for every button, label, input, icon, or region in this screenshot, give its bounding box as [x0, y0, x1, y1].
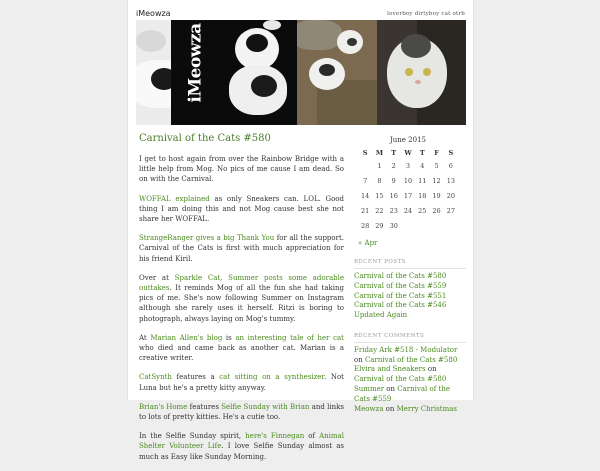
post-link[interactable]: cat sitting on a synthesizer [219, 373, 324, 382]
post-text: . I love Selfie Sunday almost as much as Easy like Sunday Morning. [139, 442, 344, 461]
calendar-day: 14 [361, 191, 370, 200]
post-text: for all the support. Carnival of the Cats is first with much appreciation for his friend Kiril. [139, 234, 345, 263]
calendar-day: 22 [375, 206, 384, 215]
recent-posts-title: RECENT POSTS [354, 259, 466, 269]
recent-post-link[interactable]: Carnival of the Cats #546 [354, 301, 447, 310]
calendar-week [358, 203, 458, 218]
calendar-day [429, 218, 443, 233]
calendar-day: 6 [448, 162, 453, 171]
post-text: I get to host again from over the Rainbow Bridge with a little help from Mog. No pics of me cause I am dead. So on with the Carnival. [139, 155, 344, 184]
calendar-day: 25 [418, 206, 427, 215]
post-text: . Not Luna but he's a pretty kitty anyway. [139, 373, 344, 392]
post-paragraph [139, 233, 344, 264]
recent-post-item [354, 282, 466, 292]
post-paragraph [139, 154, 344, 185]
calendar-day: 3 [405, 162, 411, 171]
page [127, 0, 474, 461]
calendar-day: 19 [432, 191, 441, 200]
calendar-day: 8 [377, 177, 382, 186]
calendar-weekday: W [404, 149, 412, 157]
calendar-week [358, 159, 458, 174]
post-paragraph [139, 402, 344, 422]
recent-post-item [354, 292, 466, 302]
post-text: At [139, 333, 151, 342]
sidebar [354, 136, 466, 414]
calendar-day: 2 [391, 162, 396, 171]
calendar-week [358, 174, 458, 189]
recent-post-link[interactable]: Carnival of the Cats #551 [354, 291, 447, 300]
post-text: . It reminds Mog of all the fun she had taking pics of me. She's now following Summer on Instagram although she rarely uses it herself. Ritzi is boring to photograph, always laying on Mog's tummy. [139, 284, 344, 323]
recent-comment-item [354, 385, 466, 405]
calendar-day: 18 [418, 191, 427, 200]
post-paragraph [139, 273, 344, 324]
comment-post-link[interactable]: Carnival of the Cats #580 [354, 375, 447, 384]
post-link[interactable]: Sparkle Cat, Summer posts some adorable outtakes [139, 273, 344, 293]
calendar-weekday: S [448, 149, 454, 157]
post-title[interactable]: Carnival of the Cats #580 [139, 133, 271, 144]
calendar-day [444, 218, 458, 233]
post-link[interactable]: WOFFAL explained [139, 194, 210, 203]
calendar-weekday: S [362, 149, 368, 157]
calendar-widget [358, 136, 458, 233]
post-text: features a [171, 373, 220, 382]
calendar-week [358, 218, 458, 233]
calendar-weekday: T [391, 149, 397, 157]
calendar-day: 23 [389, 206, 398, 215]
comment-on-text: on [383, 404, 397, 413]
site-title[interactable]: iMeowza [136, 9, 171, 18]
calendar-weekday: M [375, 149, 384, 157]
calendar-weekday: T [419, 149, 425, 157]
post-link[interactable]: StrangeRanger gives a big Thank You [139, 234, 275, 243]
calendar-day: 4 [420, 162, 425, 171]
post-paragraph [139, 372, 344, 392]
calendar-day: 24 [403, 206, 413, 215]
recent-post-link[interactable]: Carnival of the Cats #559 [354, 281, 447, 290]
post-paragraph [139, 431, 344, 462]
recent-post-item [354, 272, 466, 282]
post-link[interactable]: Brian's Home [139, 402, 188, 411]
post-text: and links to lots of pretty kitties. He's a cutie too. [139, 402, 344, 422]
calendar-day: 29 [375, 221, 384, 230]
comment-post-link[interactable]: Carnival of the Cats #559 [354, 385, 450, 403]
recent-comment-item [354, 346, 466, 366]
calendar-prev-link[interactable]: « Apr [358, 238, 378, 247]
comment-on-text: on [384, 385, 398, 394]
calendar-day: 20 [446, 191, 455, 200]
calendar-day: 21 [361, 206, 370, 215]
calendar-day: 9 [391, 177, 396, 186]
header-photo-2 [171, 20, 297, 125]
post-text: of [304, 432, 320, 441]
header-photo-3 [297, 20, 377, 125]
calendar-day: 26 [432, 206, 441, 215]
calendar-day: 15 [375, 191, 384, 200]
comment-on-text: on [354, 355, 365, 364]
comment-on-text: on [425, 365, 437, 374]
recent-comment-item [354, 365, 466, 385]
calendar-day [358, 159, 372, 174]
post-paragraph [139, 333, 344, 364]
post-link[interactable]: Selfie Sunday with Brian [221, 402, 310, 411]
calendar-day: 27 [446, 206, 455, 215]
calendar-day: 16 [389, 191, 398, 200]
header-logo-text: iMeowza [186, 23, 207, 103]
post-link[interactable]: an interesting tale of her cat [235, 333, 344, 342]
post-entry [139, 154, 344, 462]
recent-posts-list [354, 272, 466, 321]
calendar-day: 11 [418, 177, 427, 186]
post-text: as only Sneakers can. LOL. Good thing I am doing this and not Mog cause best she not share her WOFFAL. [139, 194, 344, 224]
calendar-day [401, 218, 415, 233]
recent-comment-item [354, 405, 466, 415]
calendar-day: 10 [403, 177, 413, 186]
recent-comments-title: RECENT COMMENTS [354, 333, 466, 343]
comment-author: Summer [354, 385, 385, 394]
post-text: features [187, 402, 222, 411]
calendar-day: 28 [361, 221, 370, 230]
main-content [139, 133, 344, 471]
comment-author[interactable]: Friday Ark #518 - Modulator [354, 345, 458, 354]
comment-author: Meowza [354, 404, 384, 413]
comment-author[interactable]: Elvira and Sneakers [354, 365, 426, 374]
recent-post-item [354, 311, 466, 321]
post-paragraph [139, 194, 344, 225]
calendar-day: 17 [403, 191, 413, 200]
recent-comments-list [354, 346, 466, 415]
post-link[interactable]: Marian Allen's blog [150, 333, 223, 342]
site-tagline: loverboy dirtyboy cat otrb [387, 11, 465, 17]
calendar-day: 1 [377, 162, 382, 171]
post-link[interactable]: CatSynth [139, 373, 172, 382]
calendar-week [358, 189, 458, 204]
calendar-day [415, 218, 429, 233]
calendar-day: 13 [446, 177, 455, 186]
calendar-day: 5 [434, 162, 439, 171]
post-link[interactable]: here's Finnegan [245, 432, 305, 441]
comment-post-link[interactable]: Merry Christmas [396, 404, 458, 413]
comment-post-link[interactable]: Carnival of the Cats #580 [364, 355, 458, 364]
header-image[interactable] [136, 20, 466, 125]
post-text: is [222, 333, 236, 342]
header-photo-4 [377, 20, 466, 125]
recent-post-link[interactable]: Updated Again [354, 311, 408, 320]
recent-post-item [354, 301, 466, 311]
calendar-caption: June 2015 [389, 136, 426, 144]
post-text: In the Selfie Sunday spirit, [139, 432, 246, 441]
calendar-weekday: F [434, 149, 439, 157]
post-text: Over at [139, 273, 175, 282]
post-link[interactable]: Animal Shelter Volunteer Life [139, 432, 344, 451]
calendar-day: 7 [363, 177, 368, 186]
calendar-day: 30 [389, 221, 398, 230]
post-text: who died and came back as another cat. Marian is a creative writer. [139, 344, 344, 363]
calendar-day: 12 [432, 177, 441, 186]
recent-post-link[interactable]: Carnival of the Cats #580 [354, 271, 447, 280]
